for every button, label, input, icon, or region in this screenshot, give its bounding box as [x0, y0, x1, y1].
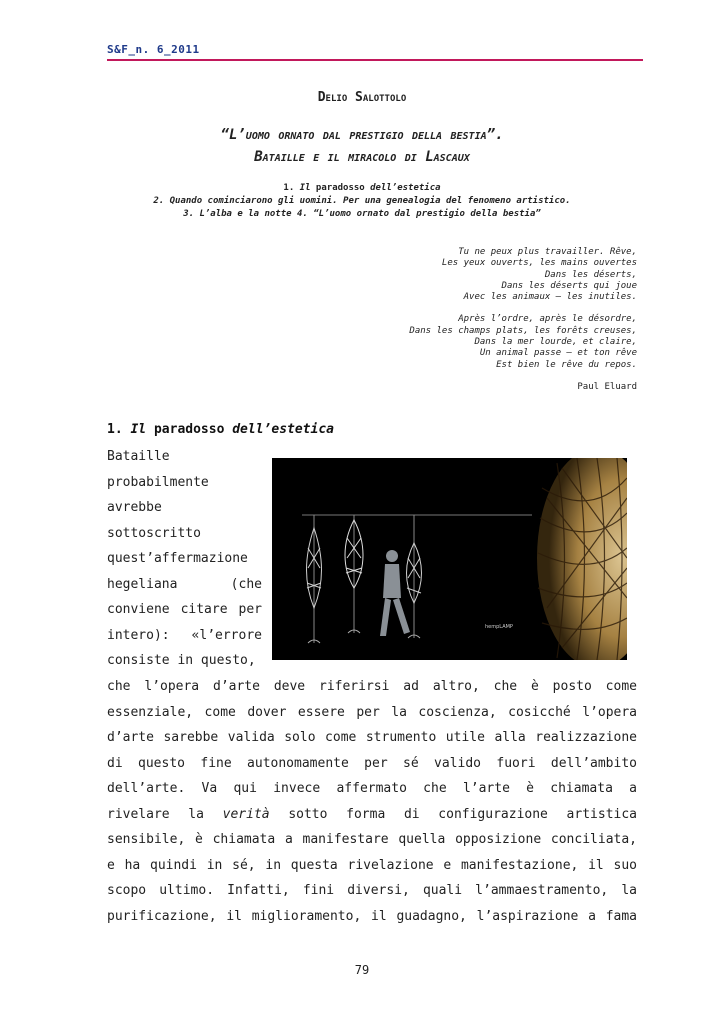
verse-line: Dans la mer lourde, et claire,	[474, 337, 637, 348]
text-line: di questo fine autonomamente per sé valido fuori dell’ambito	[107, 755, 637, 771]
section-heading: 1. Il paradosso dell’estetica	[107, 422, 334, 437]
verse-line: Les yeux ouverts, les mains ouvertes	[441, 258, 637, 269]
wrapped-paragraph	[107, 444, 262, 674]
verse-line: Est bien le rêve du repos.	[496, 359, 637, 370]
title-line-2: Bataille e il miracolo di Lascaux	[254, 149, 470, 165]
text-line: consiste in questo,	[107, 653, 256, 668]
table-of-contents	[0, 182, 724, 221]
title-line-1: “L’uomo ornato dal prestigio della bestia”.	[220, 127, 504, 143]
body-paragraph	[107, 674, 637, 929]
author-name: Delio Salottolo	[317, 90, 407, 105]
text-line: scopo ultimo. Infatti, fini diversi, quali l’ammaestramento, la	[107, 883, 637, 898]
verse-line: Dans les champs plats, les forêts creuses,	[409, 325, 637, 336]
text-line: rivelare la verità sotto forma di configurazione artistica	[107, 806, 637, 822]
epigraph-stanza-2	[307, 314, 637, 370]
text-line: purificazione, il miglioramento, il guadagno, l’aspirazione a fama	[107, 908, 637, 924]
verse-line: Un animal passe – et ton rêve	[479, 348, 637, 359]
text-line: dell’arte. Va qui invece affermato che l’arte è chiamata a	[107, 781, 637, 796]
hemp-lamp-illustration	[272, 458, 627, 660]
epigraph-attribution: Paul Eluard	[577, 381, 637, 392]
epigraph	[307, 247, 637, 393]
text-line: Bataille	[107, 449, 170, 464]
hemp-lamp-photo	[272, 458, 627, 660]
text-line: intero): «l’errore	[107, 627, 262, 643]
verse-line: Dans les déserts,	[544, 269, 637, 280]
text-line: e ha quindi in sé, in questa rivelazione e manifestazione, il suo	[107, 857, 637, 873]
text-line: probabilmente	[107, 474, 209, 490]
header-rule	[107, 59, 643, 61]
journal-header: S&F_n. 6_2011	[107, 43, 200, 56]
toc-item-1: 1. Il paradosso dell’estetica	[283, 183, 441, 193]
verse-line: Avec les animaux – les inutiles.	[463, 292, 637, 303]
text-line: sottoscritto	[107, 525, 201, 541]
article-title	[0, 124, 724, 168]
text-line: quest’affermazione	[107, 551, 248, 566]
epigraph-stanza-1	[307, 247, 637, 303]
toc-item-3: 3. L’alba e la notte 4. “L’uomo ornato dal prestigio della bestia”	[183, 209, 541, 219]
text-line: che l’opera d’arte deve riferirsi ad altro, che è posto come	[107, 679, 637, 694]
verse-line: Après l’ordre, après le désordre,	[458, 314, 637, 325]
toc-item-2: 2. Quando cominciarono gli uomini. Per una genealogia del fenomeno artistico.	[153, 196, 571, 206]
figure-caption: hempLAMP	[485, 624, 513, 630]
verse-line: Tu ne peux plus travailler. Rêve,	[458, 247, 637, 257]
verse-line: Dans les déserts qui joue	[501, 280, 637, 291]
text-line: d’arte sarebbe valida solo come strumento utile alla realizzazione	[107, 730, 637, 745]
text-line: conviene citare per	[107, 602, 262, 617]
text-line: hegeliana (che	[107, 576, 262, 592]
text-line: avrebbe	[107, 500, 162, 515]
text-line: essenziale, come dover essere per la coscienza, cosicché l’opera	[107, 704, 637, 720]
page-number: 79	[354, 963, 370, 977]
text-line: sensibile, è chiamata a manifestare quella opposizione conciliata,	[107, 832, 637, 847]
